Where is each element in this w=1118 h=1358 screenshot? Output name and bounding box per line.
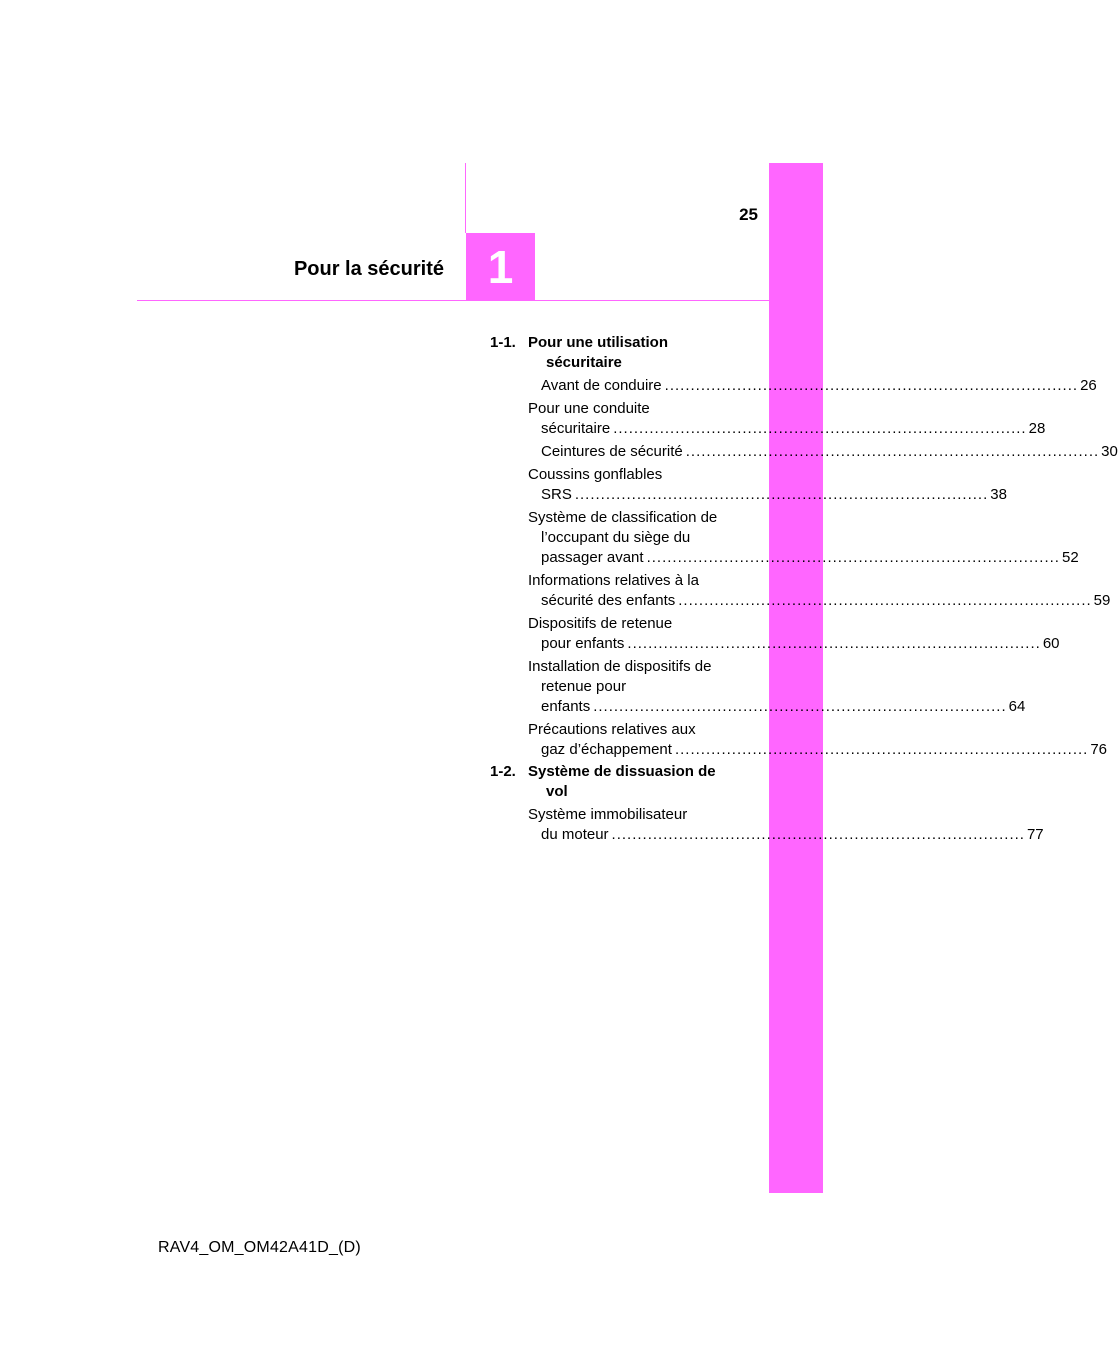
toc-page-number: 52 — [1061, 549, 1079, 566]
toc-entry[interactable] — [528, 805, 1044, 845]
toc-dot-leader: ................................................................................ — [685, 443, 1100, 460]
toc-dot-leader: ................................................................................ — [674, 741, 1089, 758]
toc-page-number: 38 — [990, 486, 1007, 503]
toc-entry-leader-line — [541, 548, 1079, 568]
toc-entry[interactable] — [528, 657, 1026, 717]
toc-dot-leader: ................................................................................ — [627, 635, 1041, 652]
toc-page-number: 64 — [1008, 698, 1026, 715]
toc-dot-leader: ................................................................................ — [678, 592, 1092, 609]
toc-entry-title-lead: Système de classification de l’occupant du siège du — [528, 509, 718, 546]
toc-entry[interactable] — [528, 442, 1118, 462]
toc-entry-leader-line — [541, 442, 1118, 462]
toc-page-number: 59 — [1093, 592, 1111, 609]
toc-entry-leader-line — [541, 591, 1111, 611]
header-divider-vertical — [465, 163, 466, 233]
chapter-title: Pour la sécurité — [293, 258, 444, 280]
toc-entry[interactable] — [528, 571, 1111, 611]
toc-entry-leader-line — [541, 376, 1097, 396]
toc-entry-leader-line — [541, 697, 1026, 717]
toc-entry-title: du moteur — [541, 826, 609, 843]
toc-entry-title-lead: Installation de dispositifs de retenue pour — [528, 658, 712, 695]
chapter-side-tab — [769, 163, 823, 1193]
toc-entry-title: pour enfants — [541, 635, 625, 652]
toc-page-number: 28 — [1028, 420, 1046, 437]
toc-entry-title: enfants — [541, 698, 591, 715]
toc-page-number: 26 — [1080, 377, 1097, 394]
toc-section-title: Pour une utilisation sécuritaire — [528, 334, 669, 371]
toc-entry-title-lead: Pour une conduite — [528, 400, 650, 417]
toc-entry[interactable] — [528, 376, 1097, 396]
document-code: RAV4_OM_OM42A41D_(D) — [158, 1239, 361, 1256]
chapter-number: 1 — [487, 241, 514, 293]
toc-entry-title-lead: Précautions relatives aux — [528, 721, 696, 738]
toc-entry-title-lead: Dispositifs de retenue — [528, 615, 673, 632]
table-of-contents — [490, 333, 1118, 845]
chapter-number-box — [466, 233, 535, 301]
toc-entry-title: Avant de conduire — [541, 377, 662, 394]
toc-entry-title: gaz d’échappement — [541, 741, 672, 758]
toc-entry[interactable] — [528, 465, 1007, 505]
toc-page-number: 60 — [1042, 635, 1060, 652]
toc-entry-leader-line — [541, 825, 1044, 845]
toc-entry-title: SRS — [541, 486, 572, 503]
toc-section-heading — [490, 762, 740, 802]
toc-entry-leader-line — [541, 634, 1060, 654]
toc-dot-leader: ................................................................................ — [593, 698, 1007, 715]
toc-page-number: 30 — [1101, 443, 1118, 460]
toc-entry[interactable] — [528, 720, 1108, 760]
toc-entry-leader-line — [541, 485, 1007, 505]
page-number: 25 — [739, 205, 758, 224]
toc-entry[interactable] — [528, 399, 1046, 439]
toc-dot-leader: ................................................................................ — [613, 420, 1027, 437]
toc-dot-leader: ................................................................................ — [611, 826, 1025, 843]
toc-section-heading — [490, 333, 740, 373]
toc-entry-title-lead: Système immobilisateur — [528, 806, 688, 823]
toc-entry-title-lead: Coussins gonflables — [528, 466, 663, 483]
toc-entry-leader-line — [541, 419, 1046, 439]
toc-dot-leader: ................................................................................ — [574, 486, 989, 503]
header-divider-horizontal — [137, 300, 769, 301]
toc-page-number: 77 — [1026, 826, 1044, 843]
toc-entry-leader-line — [541, 740, 1108, 760]
toc-dot-leader: ................................................................................ — [646, 549, 1060, 566]
toc-dot-leader: ................................................................................ — [664, 377, 1079, 394]
toc-entry-title: passager avant — [541, 549, 644, 566]
toc-entry-title: sécurité des enfants — [541, 592, 676, 609]
toc-section-title: Système de dissuasion de vol — [528, 763, 716, 800]
toc-page-number: 76 — [1090, 741, 1108, 758]
toc-section-number: 1-2. — [490, 763, 516, 780]
toc-entry-title: Ceintures de sécurité — [541, 443, 683, 460]
toc-entry[interactable] — [528, 614, 1060, 654]
toc-section-number: 1-1. — [490, 334, 516, 351]
toc-entry[interactable] — [528, 508, 1079, 568]
toc-entry-title: sécuritaire — [541, 420, 611, 437]
toc-entry-title-lead: Informations relatives à la — [528, 572, 699, 589]
